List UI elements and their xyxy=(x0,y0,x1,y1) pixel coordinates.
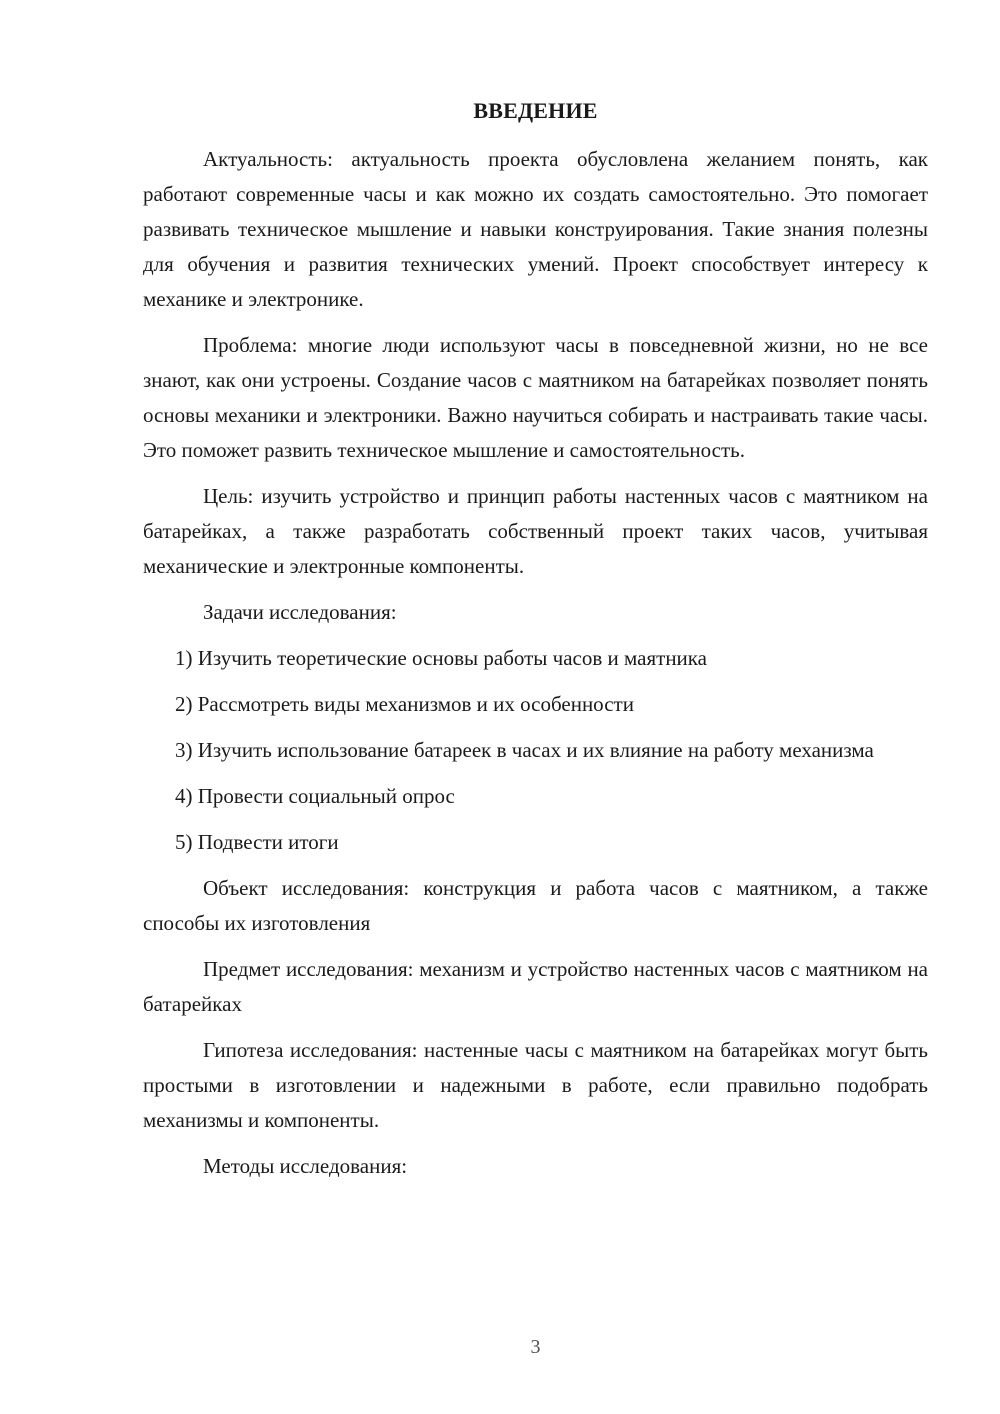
object-paragraph: Объект исследования: конструкция и работа часов с маятником, а также способы их изготовления xyxy=(143,876,928,935)
page-number: 3 xyxy=(530,1336,541,1358)
subject-paragraph: Предмет исследования: механизм и устройство настенных часов с маятником на батарейках xyxy=(143,957,928,1016)
methods-heading: Методы исследования: xyxy=(203,1154,408,1178)
task-item-2: 2) Рассмотреть виды механизмов и их особенности xyxy=(175,692,634,716)
task-item-4: 4) Провести социальный опрос xyxy=(175,784,455,808)
task-item-3: 3) Изучить использование батареек в часах и их влияние на работу механизма xyxy=(175,738,874,762)
relevance-paragraph: Актуальность: актуальность проекта обусловлена желанием понять, как работают современные часы и как можно их создать самостоятельно. Это помогает развивать техническое мышление и навыки конструирования. Такие знания полезны для обучения и развития технических умений. Проект способствует интересу к механике и электронике. xyxy=(143,147,928,311)
page-title: ВВЕДЕНИЕ xyxy=(473,98,598,123)
document-body xyxy=(143,142,928,1195)
task-item-1: 1) Изучить теоретические основы работы часов и маятника xyxy=(175,646,708,670)
hypothesis-paragraph: Гипотеза исследования: настенные часы с маятником на батарейках могут быть простыми в изготовлении и надежными в работе, если правильно подобрать механизмы и компоненты. xyxy=(143,1038,928,1132)
goal-paragraph: Цель: изучить устройство и принцип работы настенных часов с маятником на батарейках, а также разработать собственный проект таких часов, учитывая механические и электронные компоненты. xyxy=(143,484,928,578)
tasks-heading: Задачи исследования: xyxy=(203,600,397,624)
task-item-5: 5) Подвести итоги xyxy=(175,830,339,854)
problem-paragraph: Проблема: многие люди используют часы в повседневной жизни, но не все знают, как они устроены. Создание часов с маятником на батарейках позволяет понять основы механики и электроники. Важно научиться собирать и настраивать такие часы. Это поможет развить техническое мышление и самостоятельность. xyxy=(143,333,928,462)
